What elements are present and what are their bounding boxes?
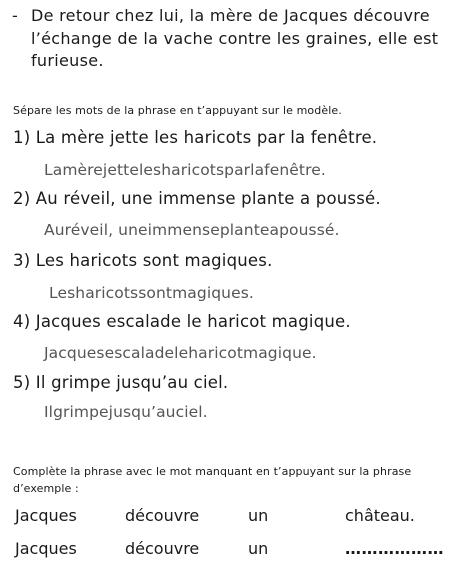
exercise2-instruction-line-2: d’exemple : — [13, 482, 79, 495]
sentence-3: 3) Les haricots sont magiques. — [13, 251, 273, 270]
intro-line-3: furieuse. — [31, 51, 104, 70]
sentence-5: 5) Il grimpe jusqu’au ciel. — [13, 373, 229, 392]
sentence-2: 2) Au réveil, une immense plante a poussé. — [13, 189, 381, 208]
joined-sentence-5: Ilgrimpejusqu’auciel. — [44, 403, 208, 421]
sentence-4: 4) Jacques escalade le haricot magique. — [13, 312, 351, 331]
intro-bullet: - — [12, 6, 19, 25]
example-word-3: un — [248, 506, 269, 525]
example-word-4: château. — [345, 506, 415, 525]
joined-sentence-3: Lesharicotssontmagiques. — [49, 284, 254, 302]
blank-row-word-2: découvre — [125, 539, 200, 558]
example-word-2: découvre — [125, 506, 200, 525]
sentence-1: 1) La mère jette les haricots par la fenêtre. — [13, 128, 378, 147]
joined-sentence-2: Auréveil, uneimmenseplanteapoussé. — [44, 221, 340, 239]
exercise1-instruction: Sépare les mots de la phrase en t’appuyant sur le modèle. — [13, 104, 342, 117]
joined-sentence-4: Jacquesescaladeleharicotmagique. — [44, 344, 317, 362]
answer-blank[interactable]: ……………… — [345, 539, 444, 558]
joined-sentence-1: Lamèrejettelesharicotsparlafenêtre. — [44, 161, 326, 179]
intro-line-1: De retour chez lui, la mère de Jacques découvre — [31, 6, 430, 25]
blank-row-word-3: un — [248, 539, 269, 558]
intro-line-2: l’échange de la vache contre les graines, elle est — [31, 29, 439, 48]
example-word-1: Jacques — [15, 506, 77, 525]
blank-row-word-1: Jacques — [15, 539, 77, 558]
exercise2-instruction-line-1: Complète la phrase avec le mot manquant en t’appuyant sur la phrase — [13, 465, 412, 478]
